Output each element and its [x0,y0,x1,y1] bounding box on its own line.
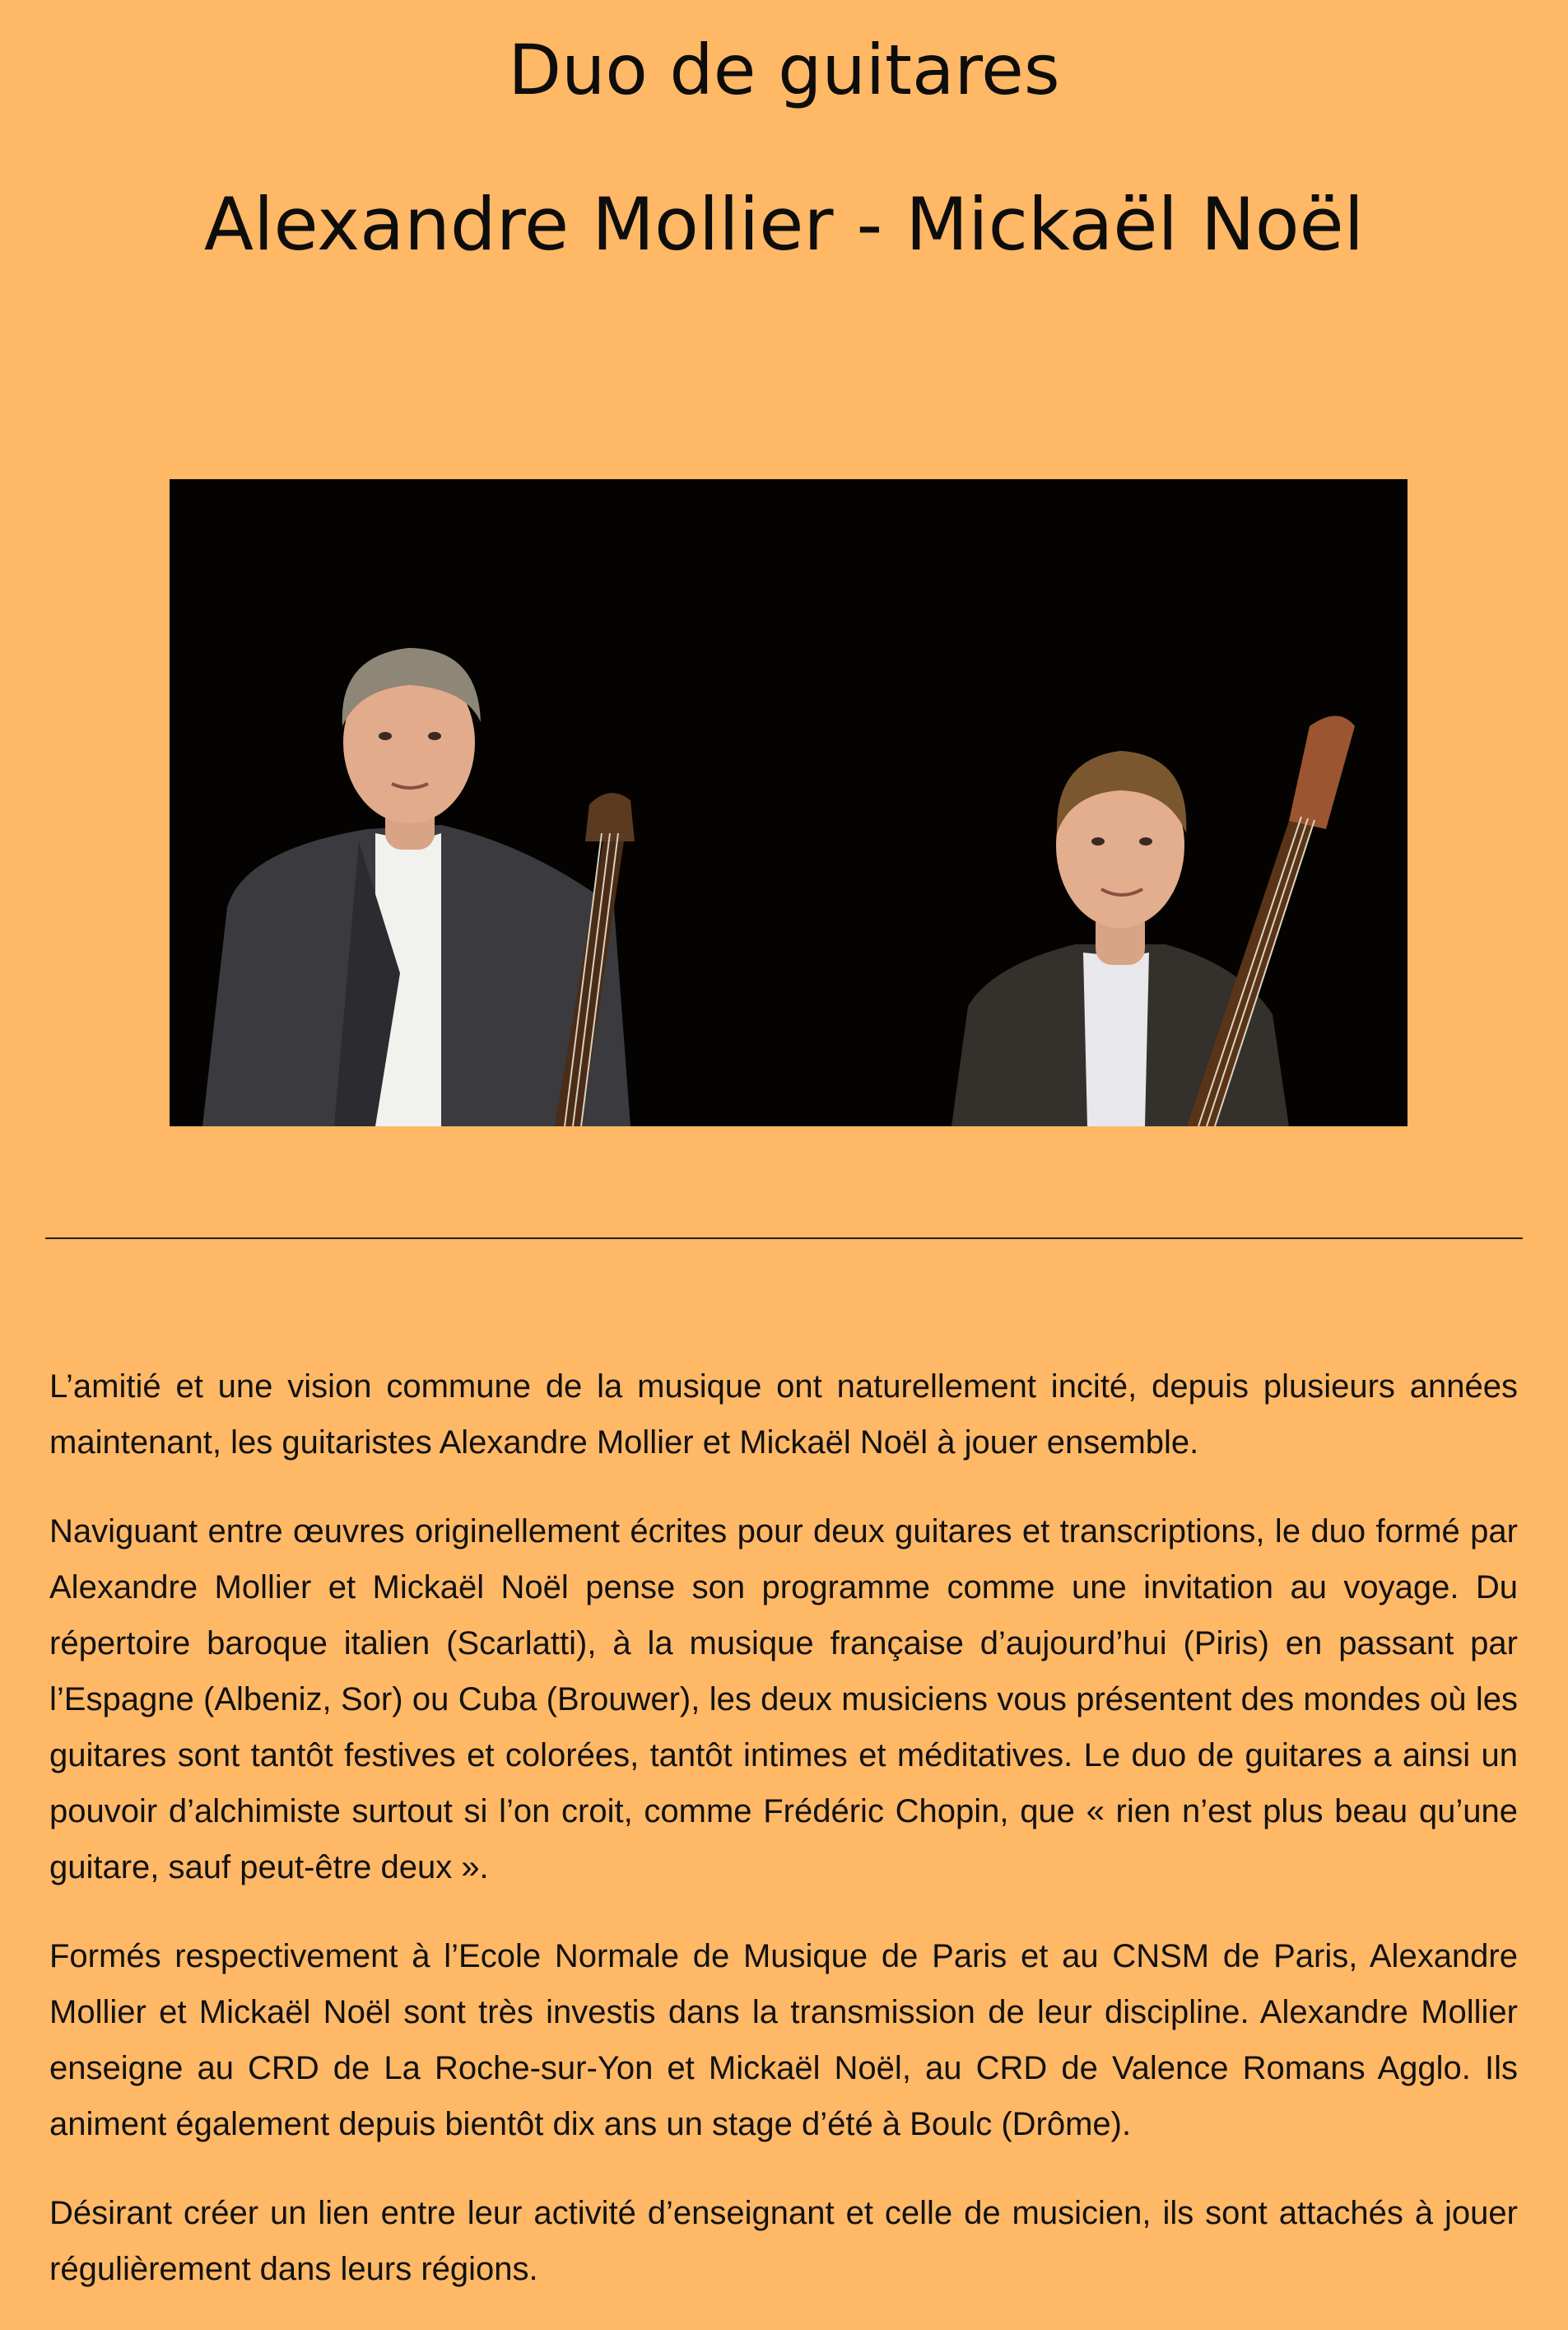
paragraph: Désirant créer un lien entre leur activité d’enseignant et celle de musicien, ils sont attachés à jouer régulièrement dans leurs régions. [49,2195,1518,2287]
paragraph: Formés respectivement à l’Ecole Normale de Musique de Paris et au CNSM de Paris, Alexandre Mollier et Mickaël Noël sont très investis dans la transmission de leur discipline. Alexandre Mollier enseigne au CRD de La Roche-sur-Yon et Mickaël Noël, au CRD de Valence Romans Agglo. Ils animent également depuis bientôt dix ans un stage d’été à Boulc (Drôme). [49,1938,1518,2142]
body-text [49,1358,1518,2330]
paragraph: Naviguant entre œuvres originellement écrites pour deux guitares et transcriptions, le duo formé par Alexandre Mollier et Mickaël Noël pense son programme comme une invitation au voyage. Du répertoire baroque italien (Scarlatti), à la musique française d’aujourd’hui (Piris) en passant par l’Espagne (Albeniz, Sor) ou Cuba (Brouwer), les deux musiciens vous présentent des mondes où les guitares sont tantôt festives et colorées, tantôt intimes et méditatives. Le duo de guitares a ainsi un pouvoir d’alchimiste surtout si l’on croit, comme Frédéric Chopin, que « rien n’est plus beau qu’une guitare, sauf peut-être deux ». [49,1513,1518,1885]
page-title: Duo de guitares [508,30,1060,110]
divider [45,1237,1523,1239]
duo-photo [170,479,1407,1126]
paragraph: L’amitié et une vision commune de la musique ont naturellement incité, depuis plusieurs années maintenant, les guitaristes Alexandre Mollier et Mickaël Noël à jouer ensemble. [49,1368,1518,1461]
page-subtitle: Alexandre Mollier - Mickaël Noël [203,182,1365,267]
